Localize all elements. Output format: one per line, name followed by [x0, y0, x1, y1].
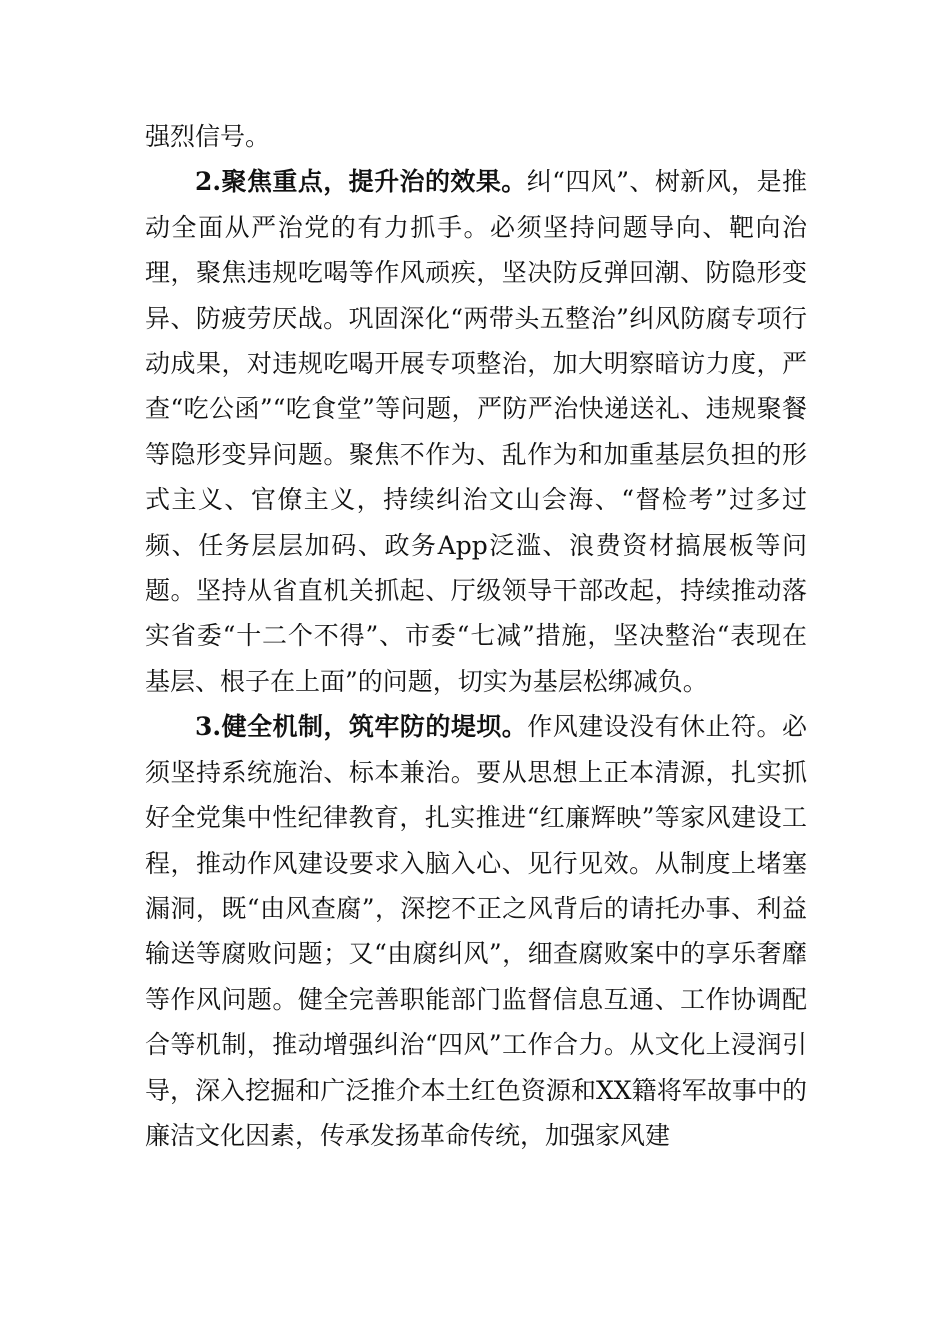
paragraph-section-2 — [145, 159, 807, 704]
paragraph-section-3 — [145, 704, 807, 1158]
paragraph-continuation — [145, 114, 807, 159]
body-text — [145, 114, 807, 1158]
section-heading: 2.聚焦重点，提升治的效果。 — [195, 167, 527, 197]
paragraph-text: 作风建设没有休止符。必须坚持系统施治、标本兼治。要从思想上正本清源，扎实抓好全党集中性纪律教育，扎实推进“红廉辉映”等家风建设工程，推动作风建设要求入脑入心、见行见效。从制度上堵塞漏洞，既“由风查腐”，深挖不正之风背后的请托办事、利益输送等腐败问题；又“由腐纠风”，细查腐败案中的享乐奢靡等作风问题。健全完善职能部门监督信息互通、工作协调配合等机制，推动增强纠治“四风”工作合力。从文化上浸润引导，深入挖掘和广泛推介本土红色资源和XX籍将军故事中的廉洁文化因素，传承发扬革命传统，加强家风建 — [145, 712, 807, 1150]
section-heading: 3.健全机制，筑牢防的堤坝。 — [195, 712, 528, 742]
paragraph-text: 纠“四风”、树新风，是推动全面从严治党的有力抓手。必须坚持问题导向、靶向治理，聚焦违规吃喝等作风顽疾，坚决防反弹回潮、防隐形变异、防疲劳厌战。巩固深化“两带头五整治”纠风防腐专项行动成果，对违规吃喝开展专项整治，加大明察暗访力度，严查“吃公函”“吃食堂”等问题，严防严治快递送礼、违规聚餐等隐形变异问题。聚焦不作为、乱作为和加重基层负担的形式主义、官僚主义，持续纠治文山会海、“督检考”过多过频、任务层层加码、政务App泛滥、浪费资材搞展板等问题。坚持从省直机关抓起、厅级领导干部改起，持续推动落实省委“十二个不得”、市委“七减”措施，坚决整治“表现在基层、根子在上面”的问题，切实为基层松绑减负。 — [145, 167, 807, 696]
paragraph-text: 强烈信号。 — [145, 122, 271, 151]
